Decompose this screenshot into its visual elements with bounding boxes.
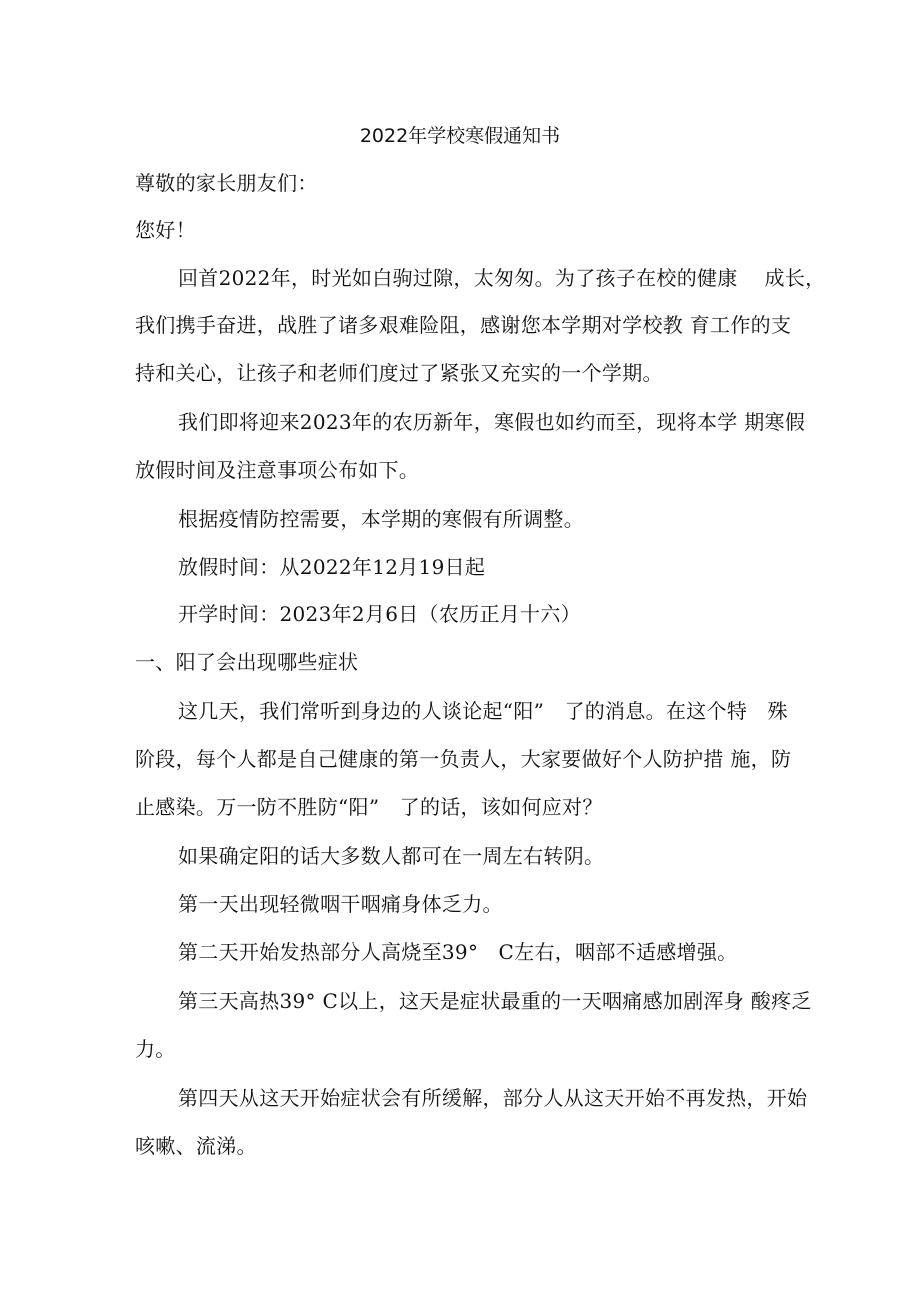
section-1-heading: 一、阳了会出现哪些症状 [135,650,359,674]
paragraph-4-line-1: 这几天，我们常听到身边的人谈论起“阳” 了的消息。在这个特 殊 [178,699,788,723]
day-2: 第二天开始发热部分人高烧至39° C左右，咽部不适感增强。 [178,940,738,964]
paragraph-4-line-2: 阶段，每个人都是自己健康的第一负责人，大家要做好个人防护措 施，防 [135,747,792,771]
paragraph-2-line-2: 放假时间及注意事项公布如下。 [135,458,420,482]
day-3-line-2: 力。 [135,1037,176,1061]
school-start: 开学时间：2023年2月6日（农历正月十六） [178,602,581,626]
paragraph-1-line-2: 我们携手奋进，战胜了诸多艰难险阻，感谢您本学期对学校教 育工作的支 [135,313,792,337]
holiday-start: 放假时间：从2022年12月19日起 [178,555,486,579]
paragraph-1-line-1: 回首2022年，时光如白驹过隙，太匆匆。为了孩子在校的健康 成长， [178,266,826,290]
paragraph-2-line-1: 我们即将迎来2023年的农历新年，寒假也如约而至，现将本学 期寒假 [178,410,806,434]
paragraph-3: 根据疫情防控需要，本学期的寒假有所调整。 [178,507,584,531]
paragraph-1-line-3: 持和关心，让孩子和老师们度过了紧张又充实的一个学期。 [135,361,663,385]
paragraph-4-line-3: 止感染。万一防不胜防“阳” 了的话，该如何应对？ [135,795,603,819]
day-3-line-1: 第三天高热39° C以上，这天是症状最重的一天咽痛感加剧浑身 酸疼乏 [178,989,812,1013]
day-1: 第一天出现轻微咽干咽痛身体乏力。 [178,892,503,916]
paragraph-5: 如果确定阳的话大多数人都可在一周左右转阴。 [178,844,605,868]
greeting: 您好！ [135,218,196,242]
day-4-line-2: 咳嗽、流涕。 [135,1134,257,1158]
document-title: 2022年学校寒假通知书 [359,125,561,147]
day-4-line-1: 第四天从这天开始症状会有所缓解，部分人从这天开始不再发热，开始 [178,1086,808,1110]
salutation: 尊敬的家长朋友们： [135,171,318,195]
